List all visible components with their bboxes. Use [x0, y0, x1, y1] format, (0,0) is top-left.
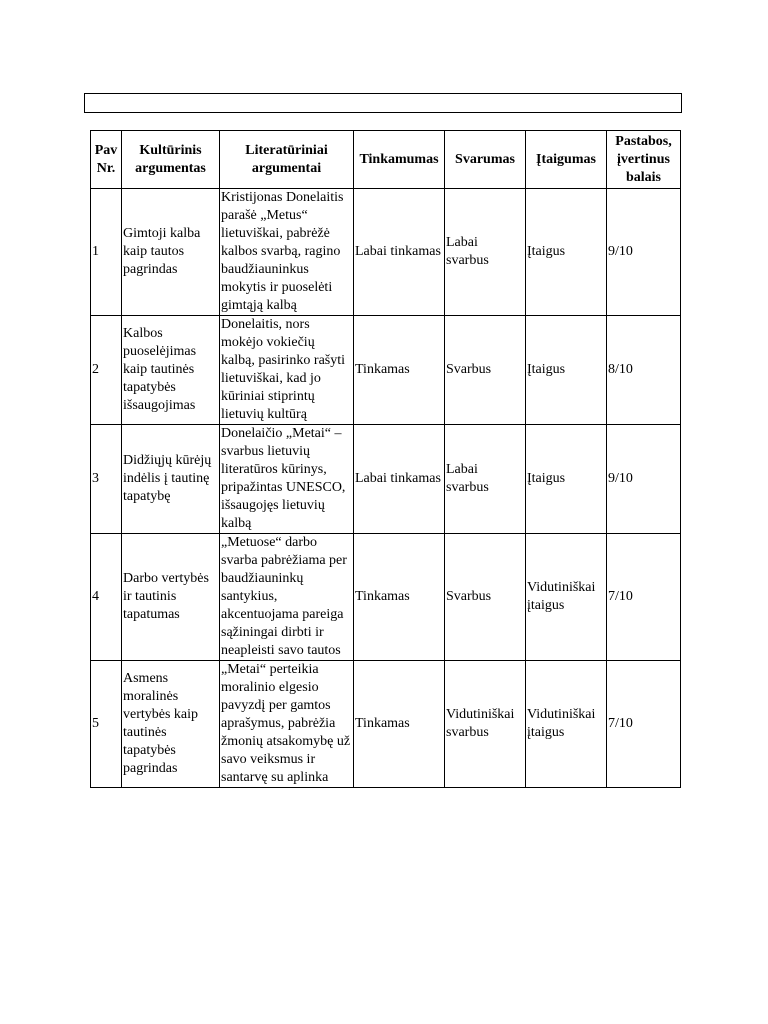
- header-importance: Svarumas: [445, 131, 526, 189]
- table-row: [91, 661, 681, 788]
- literary-argument-cell: „Metai“ perteikia moralinio elgesio pavyzdį per gamtos aprašymus, pabrėžia žmonių atsakomybę už savo veiksmus ir santarvę su aplinka: [220, 661, 354, 788]
- importance-cell: Labai svarbus: [445, 425, 526, 534]
- score-cell: 7/10: [607, 534, 681, 661]
- row-number: 5: [91, 661, 122, 788]
- literary-argument-cell: Kristijonas Donelaitis parašė „Metus“ lietuviškai, pabrėžė kalbos svarbą, ragino baudžiauninkus mokytis ir puoselėti gimtąją kalbą: [220, 189, 354, 316]
- row-number: 4: [91, 534, 122, 661]
- persuasiveness-cell: Vidutiniškai įtaigus: [526, 661, 607, 788]
- literary-argument-cell: Donelaičio „Metai“ – svarbus lietuvių literatūros kūrinys, pripažintas UNESCO, išsaugojęs lietuvių kalbą: [220, 425, 354, 534]
- arguments-table: [90, 130, 681, 788]
- suitability-cell: Tinkamas: [354, 661, 445, 788]
- cultural-argument-cell: Kalbos puoselėjimas kaip tautinės tapatybės išsaugojimas: [122, 316, 220, 425]
- empty-title-box: [84, 93, 682, 113]
- importance-cell: Labai svarbus: [445, 189, 526, 316]
- table-row: [91, 189, 681, 316]
- score-cell: 9/10: [607, 425, 681, 534]
- literary-argument-cell: Donelaitis, nors mokėjo vokiečių kalbą, pasirinko rašyti lietuviškai, kad jo kūriniai stiprintų lietuvių kultūrą: [220, 316, 354, 425]
- importance-cell: Vidutiniškai svarbus: [445, 661, 526, 788]
- score-cell: 9/10: [607, 189, 681, 316]
- persuasiveness-cell: Įtaigus: [526, 316, 607, 425]
- score-cell: 8/10: [607, 316, 681, 425]
- suitability-cell: Tinkamas: [354, 316, 445, 425]
- table-row: [91, 534, 681, 661]
- suitability-cell: Labai tinkamas: [354, 189, 445, 316]
- suitability-cell: Labai tinkamas: [354, 425, 445, 534]
- row-number: 3: [91, 425, 122, 534]
- cultural-argument-cell: Didžiųjų kūrėjų indėlis į tautinę tapatybę: [122, 425, 220, 534]
- literary-argument-cell: „Metuose“ darbo svarba pabrėžiama per baudžiauninkų santykius, akcentuojama pareiga sąžiningai dirbti ir neapleisti savo tautos: [220, 534, 354, 661]
- suitability-cell: Tinkamas: [354, 534, 445, 661]
- table-row: [91, 316, 681, 425]
- header-literary-arguments: Literatūriniai argumentai: [220, 131, 354, 189]
- cultural-argument-cell: Asmens moralinės vertybės kaip tautinės tapatybės pagrindas: [122, 661, 220, 788]
- importance-cell: Svarbus: [445, 534, 526, 661]
- header-notes-score: Pastabos, įvertinus balais: [607, 131, 681, 189]
- header-number: Pav Nr.: [91, 131, 122, 189]
- row-number: 1: [91, 189, 122, 316]
- cultural-argument-cell: Darbo vertybės ir tautinis tapatumas: [122, 534, 220, 661]
- table-row: [91, 425, 681, 534]
- header-persuasiveness: Įtaigumas: [526, 131, 607, 189]
- table-header-row: [91, 131, 681, 189]
- persuasiveness-cell: Vidutiniškai įtaigus: [526, 534, 607, 661]
- persuasiveness-cell: Įtaigus: [526, 189, 607, 316]
- row-number: 2: [91, 316, 122, 425]
- header-suitability: Tinkamumas: [354, 131, 445, 189]
- importance-cell: Svarbus: [445, 316, 526, 425]
- persuasiveness-cell: Įtaigus: [526, 425, 607, 534]
- cultural-argument-cell: Gimtoji kalba kaip tautos pagrindas: [122, 189, 220, 316]
- header-cultural-argument: Kultūrinis argumentas: [122, 131, 220, 189]
- score-cell: 7/10: [607, 661, 681, 788]
